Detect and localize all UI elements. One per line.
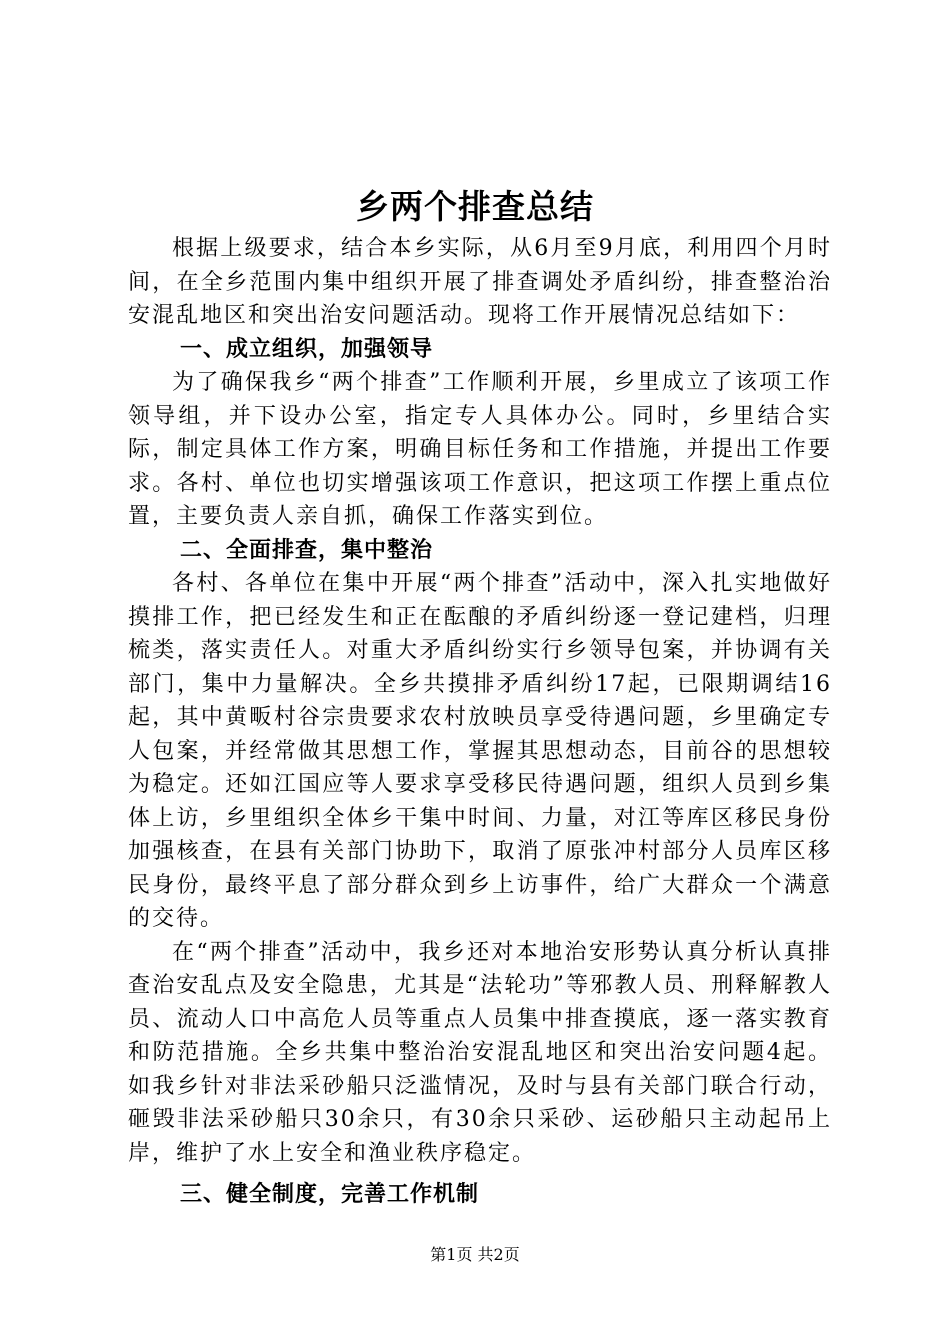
section-heading-1: 一、成立组织，加强领导 <box>180 336 434 362</box>
document-title: 乡两个排查总结 <box>356 187 594 226</box>
section-2-paragraph-1: 各村、各单位在集中开展“两个排查”活动中，深入扎实地做好摸排工作，把已经发生和正在酝酿的矛盾纠纷逐一登记建档，归理梳类，落实责任人。对重大矛盾纠纷实行乡领导包案，并协调有关部门，集中力量解决。全乡共摸排矛盾纠纷17起，已限期调结16起，其中黄畈村谷宗贵要求农村放映员享受待遇问题，乡里确定专人包案，并经常做其思想工作，掌握其思想动态，目前谷的思想较为稳定。还如江国应等人要求享受移民待遇问题，组织人员到乡集体上访，乡里组织全体乡干集中时间、力量，对江等库区移民身份加强核查，在县有关部门协助下，取消了原张冲村部分人员库区移民身份，最终平息了部分群众到乡上访事件，给广大群众一个满意的交待。 <box>128 571 832 931</box>
section-2-paragraph-2: 在“两个排查”活动中，我乡还对本地治安形势认真分析认真排查治安乱点及安全隐患，尤其是“法轮功”等邪教人员、刑释解教人员、流动人口中高危人员等重点人员集中排查摸底，逐一落实教育和防范措施。全乡共集中整治治安混乱地区和突出治安问题4起。如我乡针对非法采砂船只泛滥情况，及时与县有关部门联合行动，砸毁非法采砂船只30余只，有30余只采砂、运砂船只主动起吊上岸，维护了水上安全和渔业秩序稳定。 <box>128 939 832 1166</box>
section-heading-3: 三、健全制度，完善工作机制 <box>180 1182 480 1207</box>
document-body <box>128 232 832 1212</box>
page-footer: 第1页 共2页 <box>430 1245 520 1264</box>
section-1-paragraph: 为了确保我乡“两个排查”工作顺利开展，乡里成立了该项工作领导组，并下设办公室，指定专人具体办公。同时，乡里结合实际，制定具体工作方案，明确目标任务和工作措施，并提出工作要求。各村、单位也切实增强该项工作意识，把这项工作摆上重点位置，主要负责人亲自抓，确保工作落实到位。 <box>128 370 832 529</box>
intro-paragraph: 根据上级要求，结合本乡实际，从6月至9月底，利用四个月时间，在全乡范围内集中组织开展了排查调处矛盾纠纷，排查整治治安混乱地区和突出治安问题活动。现将工作开展情况总结如下： <box>128 236 832 328</box>
section-heading-2: 二、全面排查，集中整治 <box>180 537 434 563</box>
